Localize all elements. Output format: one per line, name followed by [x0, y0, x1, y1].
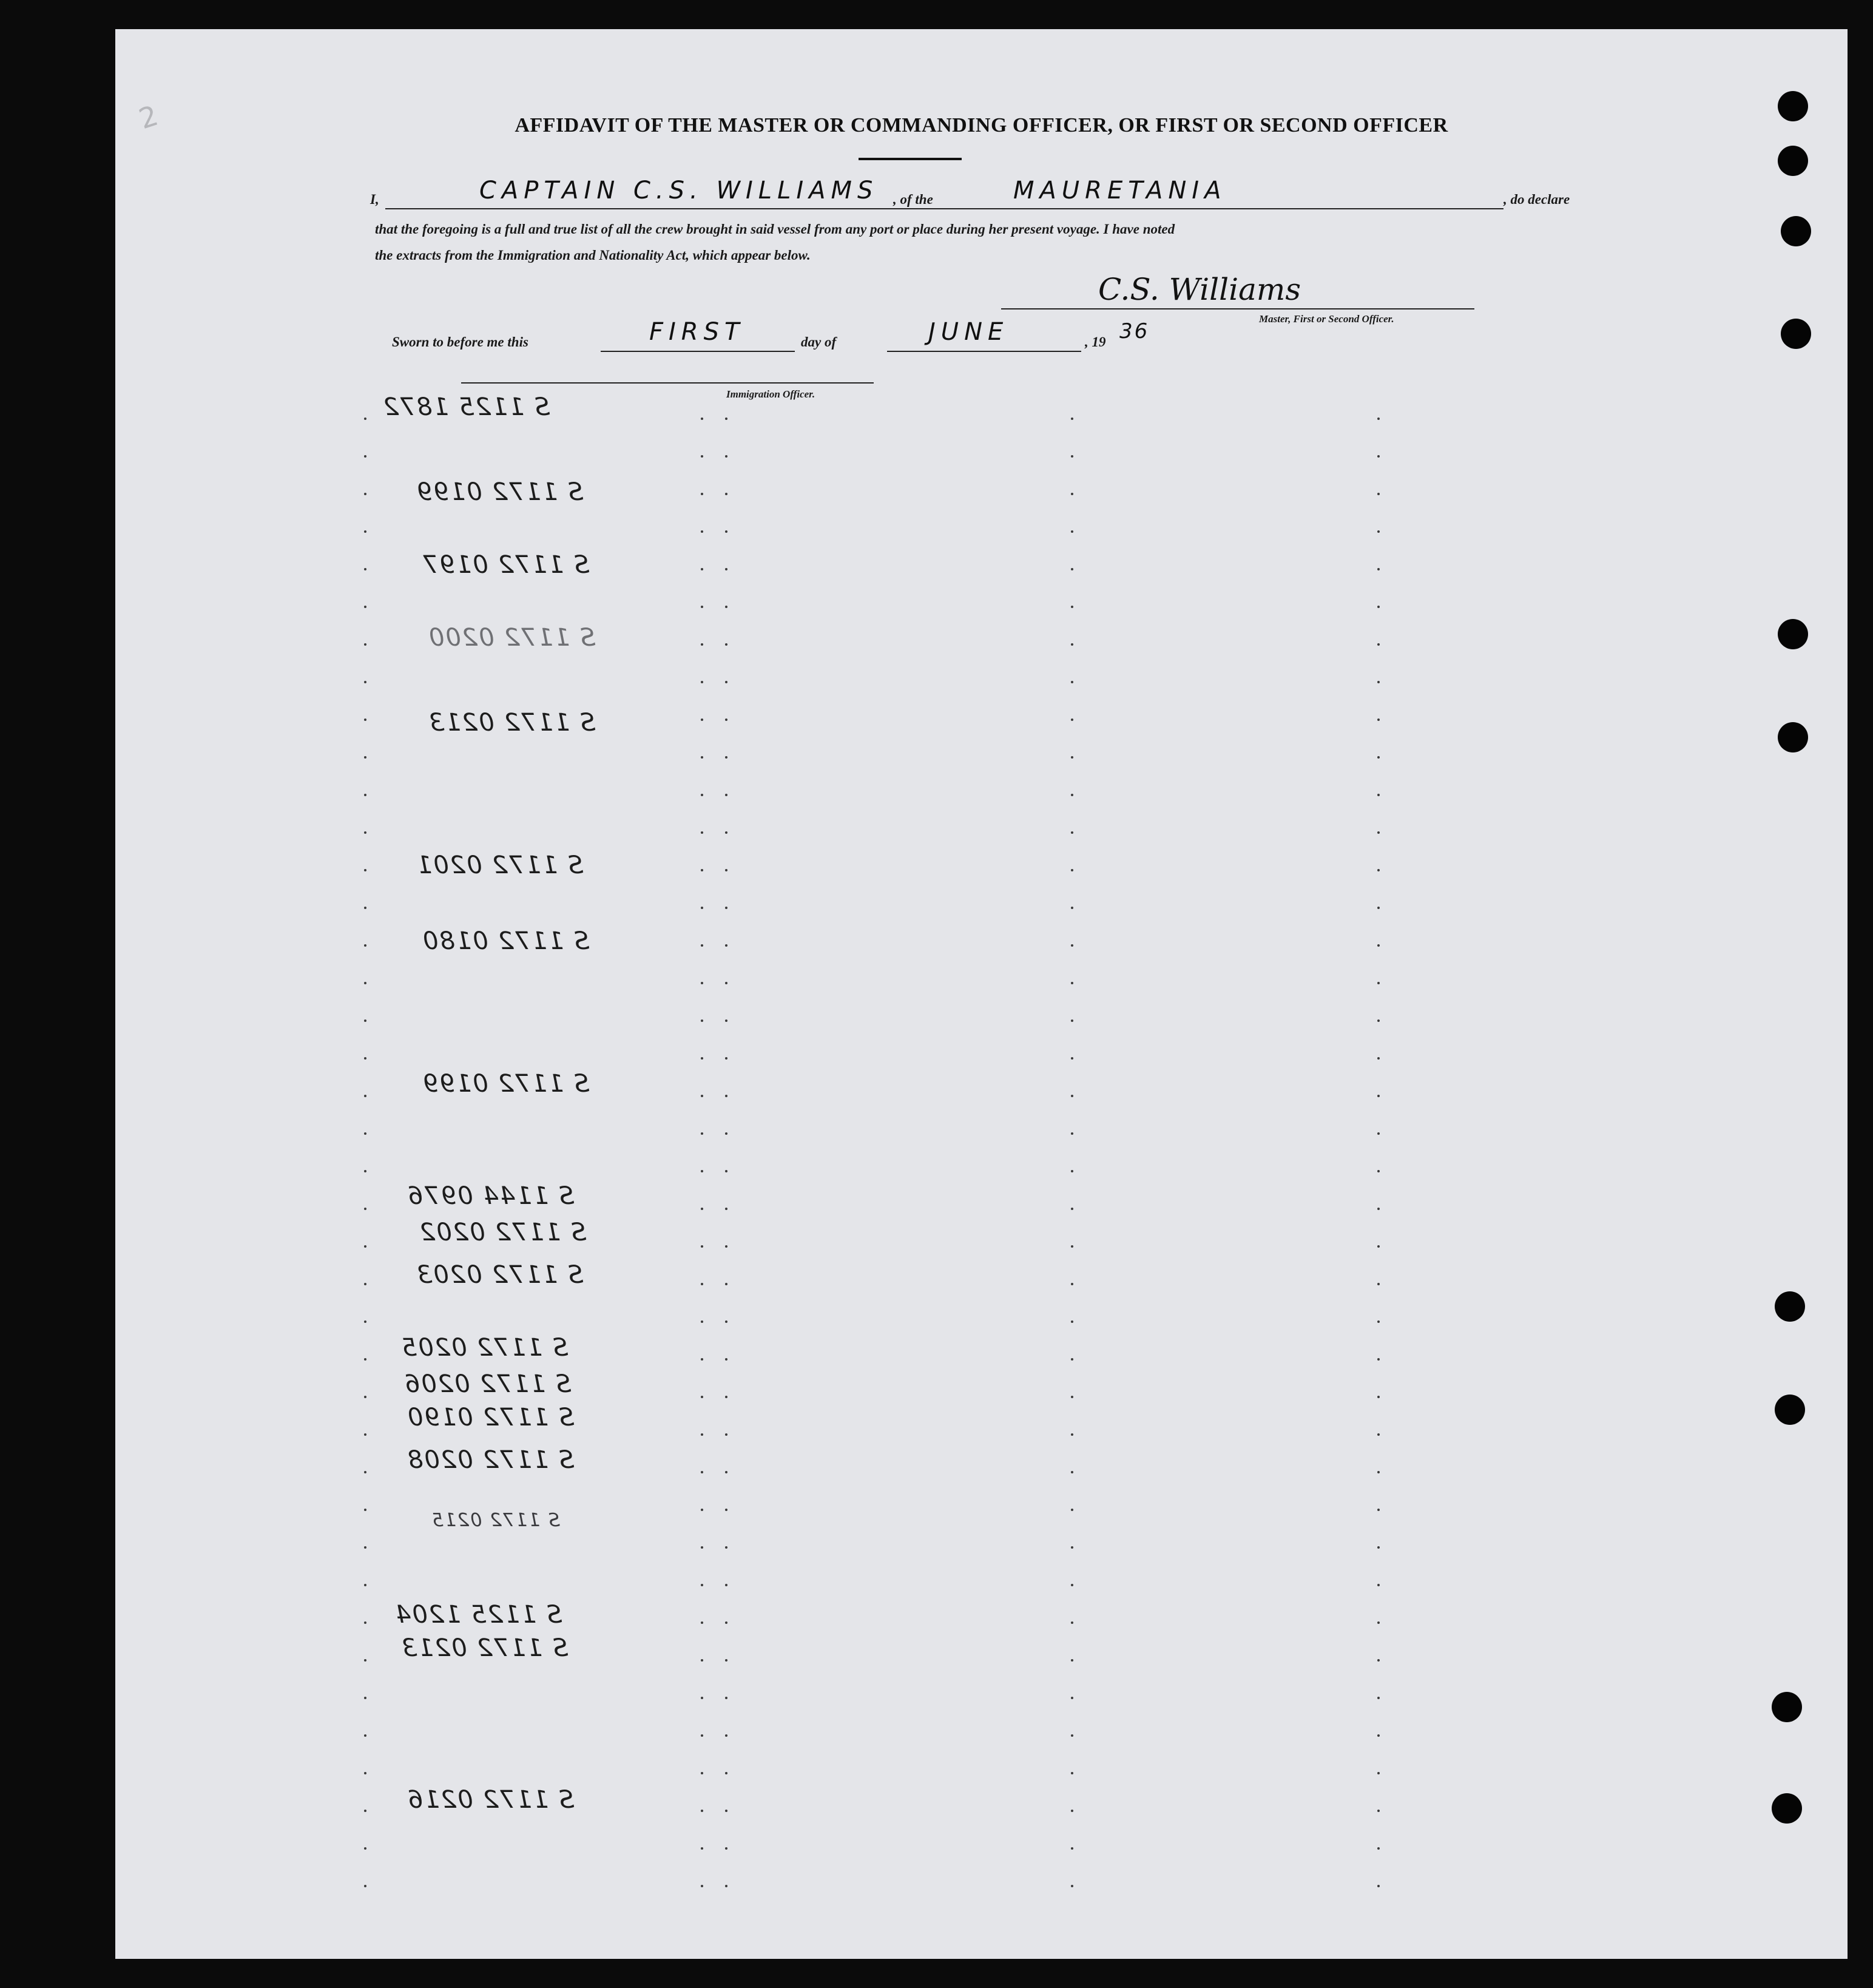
faded-dot: [725, 568, 727, 570]
faded-dot: [725, 1659, 727, 1662]
faded-dot: [701, 568, 703, 570]
faded-dot: [701, 493, 703, 495]
faded-dot: [364, 1019, 366, 1022]
faded-dot: [725, 944, 727, 947]
sworn-year-suffix: 36: [1119, 319, 1150, 343]
faded-dot: [701, 455, 703, 458]
faded-dot: [725, 982, 727, 984]
binder-hole: [1775, 1395, 1805, 1425]
faded-dot: [725, 606, 727, 608]
faded-dot: [1377, 1659, 1380, 1662]
faded-dot: [364, 455, 366, 458]
crew-number: S 1172 0197: [422, 551, 590, 579]
faded-dot: [1071, 493, 1073, 495]
faded-dot: [1377, 643, 1380, 646]
faded-dot: [1377, 907, 1380, 909]
faded-dot: [1071, 1095, 1073, 1097]
faded-dot: [701, 1772, 703, 1774]
faded-dot: [725, 1584, 727, 1586]
faded-dot: [1377, 944, 1380, 947]
declarant-name: CAPTAIN C.S. WILLIAMS: [479, 177, 879, 205]
month-line: [887, 351, 1081, 352]
faded-dot: [1071, 1509, 1073, 1511]
year-prefix: , 19: [1085, 334, 1106, 350]
faded-dot: [725, 455, 727, 458]
faded-dot: [701, 756, 703, 759]
faded-dot: [1377, 1546, 1380, 1549]
crew-number: S 1172 0202: [419, 1219, 587, 1246]
faded-dot: [701, 418, 703, 420]
faded-dot: [1071, 756, 1073, 759]
crew-number: S 1172 0215: [431, 1510, 560, 1531]
faded-dot: [725, 907, 727, 909]
faded-dot: [701, 1697, 703, 1699]
faded-dot: [1071, 681, 1073, 683]
faded-dot: [701, 1283, 703, 1285]
faded-dot: [725, 1810, 727, 1812]
faded-dot: [1377, 1471, 1380, 1473]
faded-dot: [1377, 1283, 1380, 1285]
day-of-text: day of: [801, 334, 837, 350]
faded-dot: [364, 1433, 366, 1436]
faded-dot: [701, 1885, 703, 1887]
binder-hole: [1772, 1793, 1802, 1824]
faded-dot: [725, 681, 727, 683]
signature-line: [1001, 308, 1474, 309]
affidavit-title: AFFIDAVIT OF THE MASTER OR COMMANDING OFFICER, OR FIRST OR SECOND OFFICER: [515, 114, 1448, 137]
faded-dot: [364, 1697, 366, 1699]
faded-dot: [364, 1847, 366, 1850]
faded-dot: [364, 1320, 366, 1323]
officer-line: [461, 382, 874, 384]
faded-dot: [364, 1546, 366, 1549]
faded-dot: [701, 794, 703, 796]
faded-dot: [701, 1019, 703, 1022]
faded-dot: [1071, 1433, 1073, 1436]
faded-dot: [1071, 643, 1073, 646]
faded-dot: [1071, 1170, 1073, 1172]
sworn-month: JUNE: [928, 318, 1009, 346]
faded-dot: [1377, 1132, 1380, 1135]
of-the-text: , of the: [893, 192, 933, 207]
binder-hole: [1778, 91, 1808, 121]
faded-dot: [1071, 1245, 1073, 1248]
faded-dot: [701, 1471, 703, 1473]
faded-dot: [364, 530, 366, 533]
faded-dot: [1071, 1546, 1073, 1549]
faded-dot: [725, 1697, 727, 1699]
faded-dot: [725, 1471, 727, 1473]
binder-hole: [1772, 1692, 1802, 1722]
faded-dot: [364, 907, 366, 909]
faded-dot: [701, 1396, 703, 1398]
faded-dot: [1377, 1057, 1380, 1060]
faded-dot: [725, 869, 727, 871]
vessel-name: MAURETANIA: [1013, 177, 1227, 205]
day-line: [601, 351, 795, 352]
faded-dot: [701, 681, 703, 683]
declarant-line: [385, 208, 998, 209]
faded-dot: [725, 1320, 727, 1323]
faded-dot: [725, 1433, 727, 1436]
faded-dot: [1377, 418, 1380, 420]
faded-dot: [364, 1283, 366, 1285]
faded-dot: [1377, 493, 1380, 495]
faded-dot: [1377, 1697, 1380, 1699]
faded-dot: [364, 1810, 366, 1812]
faded-dot: [725, 1095, 727, 1097]
faded-dot: [1071, 1283, 1073, 1285]
faded-dot: [725, 1847, 727, 1850]
faded-dot: [725, 1546, 727, 1549]
body-line-2: the extracts from the Immigration and Nationality Act, which appear below.: [375, 248, 811, 263]
faded-dot: [1071, 1772, 1073, 1774]
faded-dot: [1377, 718, 1380, 721]
faded-dot: [364, 1734, 366, 1737]
faded-dot: [725, 1734, 727, 1737]
faded-dot: [1377, 1245, 1380, 1248]
faded-dot: [725, 831, 727, 834]
master-signature: C.S. Williams: [1098, 272, 1301, 307]
vessel-line: [963, 208, 1503, 209]
faded-dot: [1071, 568, 1073, 570]
faded-dot: [1377, 1847, 1380, 1850]
body-line-1: that the foregoing is a full and true list of all the crew brought in said vessel from any port or place during her present voyage. I have noted: [375, 221, 1175, 237]
faded-dot: [701, 1095, 703, 1097]
faded-dot: [364, 1509, 366, 1511]
faded-dot: [725, 418, 727, 420]
faded-dot: [725, 1208, 727, 1210]
faded-dot: [1071, 1358, 1073, 1361]
faded-dot: [1071, 869, 1073, 871]
faded-dot: [701, 869, 703, 871]
faded-dot: [364, 982, 366, 984]
binder-hole: [1778, 722, 1808, 752]
faded-dot: [364, 869, 366, 871]
faded-dot: [725, 1132, 727, 1135]
sworn-day: FIRST: [649, 318, 745, 346]
faded-dot: [1377, 1621, 1380, 1624]
binder-hole: [1778, 146, 1808, 176]
faded-dot: [725, 1245, 727, 1248]
faded-dot: [1071, 530, 1073, 533]
faded-dot: [725, 1057, 727, 1060]
crew-number: S 1172 0201: [416, 851, 584, 879]
faded-dot: [364, 794, 366, 796]
faded-dot: [1071, 1621, 1073, 1624]
faded-dot: [1377, 1810, 1380, 1812]
crew-number: S 1172 0216: [407, 1786, 575, 1814]
faded-dot: [725, 1358, 727, 1361]
faded-dot: [1071, 1471, 1073, 1473]
faded-dot: [364, 944, 366, 947]
faded-dot: [364, 418, 366, 420]
faded-dot: [1071, 1810, 1073, 1812]
faded-dot: [1071, 1847, 1073, 1850]
officer-caption: Immigration Officer.: [726, 388, 815, 400]
crew-number: S 1144 0976: [407, 1182, 575, 1210]
faded-dot: [1377, 1170, 1380, 1172]
faded-dot: [1071, 1697, 1073, 1699]
faded-dot: [1377, 1885, 1380, 1887]
faded-dot: [701, 944, 703, 947]
faded-dot: [1071, 606, 1073, 608]
faded-dot: [1071, 455, 1073, 458]
faded-dot: [725, 1283, 727, 1285]
faded-dot: [364, 1095, 366, 1097]
manifest-page: [115, 29, 1848, 1959]
faded-dot: [701, 1621, 703, 1624]
faded-dot: [701, 530, 703, 533]
faded-dot: [1071, 1659, 1073, 1662]
faded-dot: [701, 1208, 703, 1210]
crew-number: S 1172 0208: [407, 1446, 575, 1474]
binder-hole: [1781, 319, 1811, 349]
faded-dot: [1071, 718, 1073, 721]
faded-dot: [364, 681, 366, 683]
faded-dot: [701, 718, 703, 721]
binder-hole: [1775, 1291, 1805, 1322]
faded-dot: [1071, 1885, 1073, 1887]
crew-number: S 1172 0213: [428, 709, 596, 737]
faded-dot: [1071, 1734, 1073, 1737]
faded-dot: [725, 1396, 727, 1398]
faded-dot: [1377, 869, 1380, 871]
faded-dot: [364, 1057, 366, 1060]
faded-dot: [701, 1509, 703, 1511]
faded-dot: [364, 1208, 366, 1210]
faded-dot: [1377, 1095, 1380, 1097]
faded-dot: [701, 1810, 703, 1812]
crew-number: S 1172 0199: [416, 478, 584, 506]
faded-dot: [701, 831, 703, 834]
faded-dot: [364, 1132, 366, 1135]
faded-dot: [1377, 1019, 1380, 1022]
faded-dot: [1377, 1396, 1380, 1398]
corner-mark: 2: [135, 98, 162, 136]
faded-dot: [1377, 756, 1380, 759]
faded-dot: [725, 1621, 727, 1624]
faded-dot: [701, 1584, 703, 1586]
faded-dot: [364, 1396, 366, 1398]
faded-dot: [364, 831, 366, 834]
binder-hole: [1778, 619, 1808, 649]
faded-dot: [364, 1584, 366, 1586]
faded-dot: [1071, 794, 1073, 796]
faded-dot: [701, 1170, 703, 1172]
faded-dot: [725, 1885, 727, 1887]
faded-dot: [364, 1358, 366, 1361]
faded-dot: [364, 568, 366, 570]
faded-dot: [364, 1885, 366, 1887]
faded-dot: [1071, 1320, 1073, 1323]
crew-number: S 1172 0190: [407, 1404, 575, 1432]
faded-dot: [364, 1772, 366, 1774]
signature-caption: Master, First or Second Officer.: [1259, 313, 1394, 325]
faded-dot: [725, 530, 727, 533]
faded-dot: [364, 643, 366, 646]
crew-number: S 1172 0199: [422, 1070, 590, 1098]
faded-dot: [364, 606, 366, 608]
faded-dot: [725, 1170, 727, 1172]
crew-number: S 1172 0180: [422, 927, 590, 955]
faded-dot: [1071, 1019, 1073, 1022]
crew-number: S 1172 0203: [416, 1261, 584, 1289]
faded-dot: [1377, 1734, 1380, 1737]
faded-dot: [701, 1358, 703, 1361]
faded-dot: [1377, 982, 1380, 984]
faded-dot: [725, 643, 727, 646]
faded-dot: [1071, 418, 1073, 420]
faded-dot: [701, 982, 703, 984]
faded-dot: [1071, 982, 1073, 984]
faded-dot: [701, 1132, 703, 1135]
faded-dot: [1071, 1396, 1073, 1398]
faded-dot: [1377, 681, 1380, 683]
faded-dot: [1377, 794, 1380, 796]
faded-dot: [725, 1509, 727, 1511]
sworn-prefix: Sworn to before me this: [392, 334, 528, 350]
title-underline: [859, 158, 962, 160]
faded-dot: [364, 718, 366, 721]
faded-dot: [701, 1057, 703, 1060]
faded-dot: [1377, 1433, 1380, 1436]
faded-dot: [1377, 1358, 1380, 1361]
faded-dot: [701, 1546, 703, 1549]
faded-dot: [701, 907, 703, 909]
faded-dot: [1377, 1772, 1380, 1774]
faded-dot: [701, 643, 703, 646]
faded-dot: [1071, 1584, 1073, 1586]
crew-number: S 1125 1204: [394, 1601, 562, 1629]
faded-dot: [1377, 530, 1380, 533]
faded-dot: [725, 794, 727, 796]
faded-dot: [364, 1659, 366, 1662]
faded-dot: [1377, 1320, 1380, 1323]
binder-hole: [1781, 216, 1811, 246]
crew-number: S 1172 0206: [403, 1370, 572, 1398]
faded-dot: [725, 493, 727, 495]
faded-dot: [701, 1734, 703, 1737]
faded-dot: [701, 1847, 703, 1850]
faded-dot: [725, 1019, 727, 1022]
faded-dot: [725, 718, 727, 721]
faded-dot: [701, 1320, 703, 1323]
faded-dot: [1377, 1509, 1380, 1511]
faded-dot: [1377, 1208, 1380, 1210]
faded-dot: [1377, 568, 1380, 570]
faded-dot: [364, 1245, 366, 1248]
crew-number: S 1172 0205: [400, 1334, 569, 1362]
do-declare-text: , do declare: [1503, 192, 1570, 207]
faded-dot: [701, 1245, 703, 1248]
faded-dot: [1377, 606, 1380, 608]
faded-dot: [701, 606, 703, 608]
faded-dot: [725, 756, 727, 759]
faded-dot: [364, 1170, 366, 1172]
faded-dot: [364, 1621, 366, 1624]
faded-dot: [1071, 907, 1073, 909]
faded-dot: [1071, 1057, 1073, 1060]
crew-number: S 1172 0200: [428, 624, 596, 652]
faded-dot: [1071, 831, 1073, 834]
faded-dot: [1377, 831, 1380, 834]
faded-dot: [1071, 1208, 1073, 1210]
crew-number: S 1125 1872: [382, 393, 550, 421]
faded-dot: [364, 493, 366, 495]
declarant-prefix: I,: [370, 192, 379, 207]
faded-dot: [364, 1471, 366, 1473]
faded-dot: [1377, 455, 1380, 458]
faded-dot: [701, 1433, 703, 1436]
faded-dot: [1377, 1584, 1380, 1586]
faded-dot: [364, 756, 366, 759]
faded-dot: [701, 1659, 703, 1662]
faded-dot: [1071, 1132, 1073, 1135]
crew-number: S 1172 0213: [400, 1634, 569, 1662]
faded-dot: [725, 1772, 727, 1774]
faded-dot: [1071, 944, 1073, 947]
